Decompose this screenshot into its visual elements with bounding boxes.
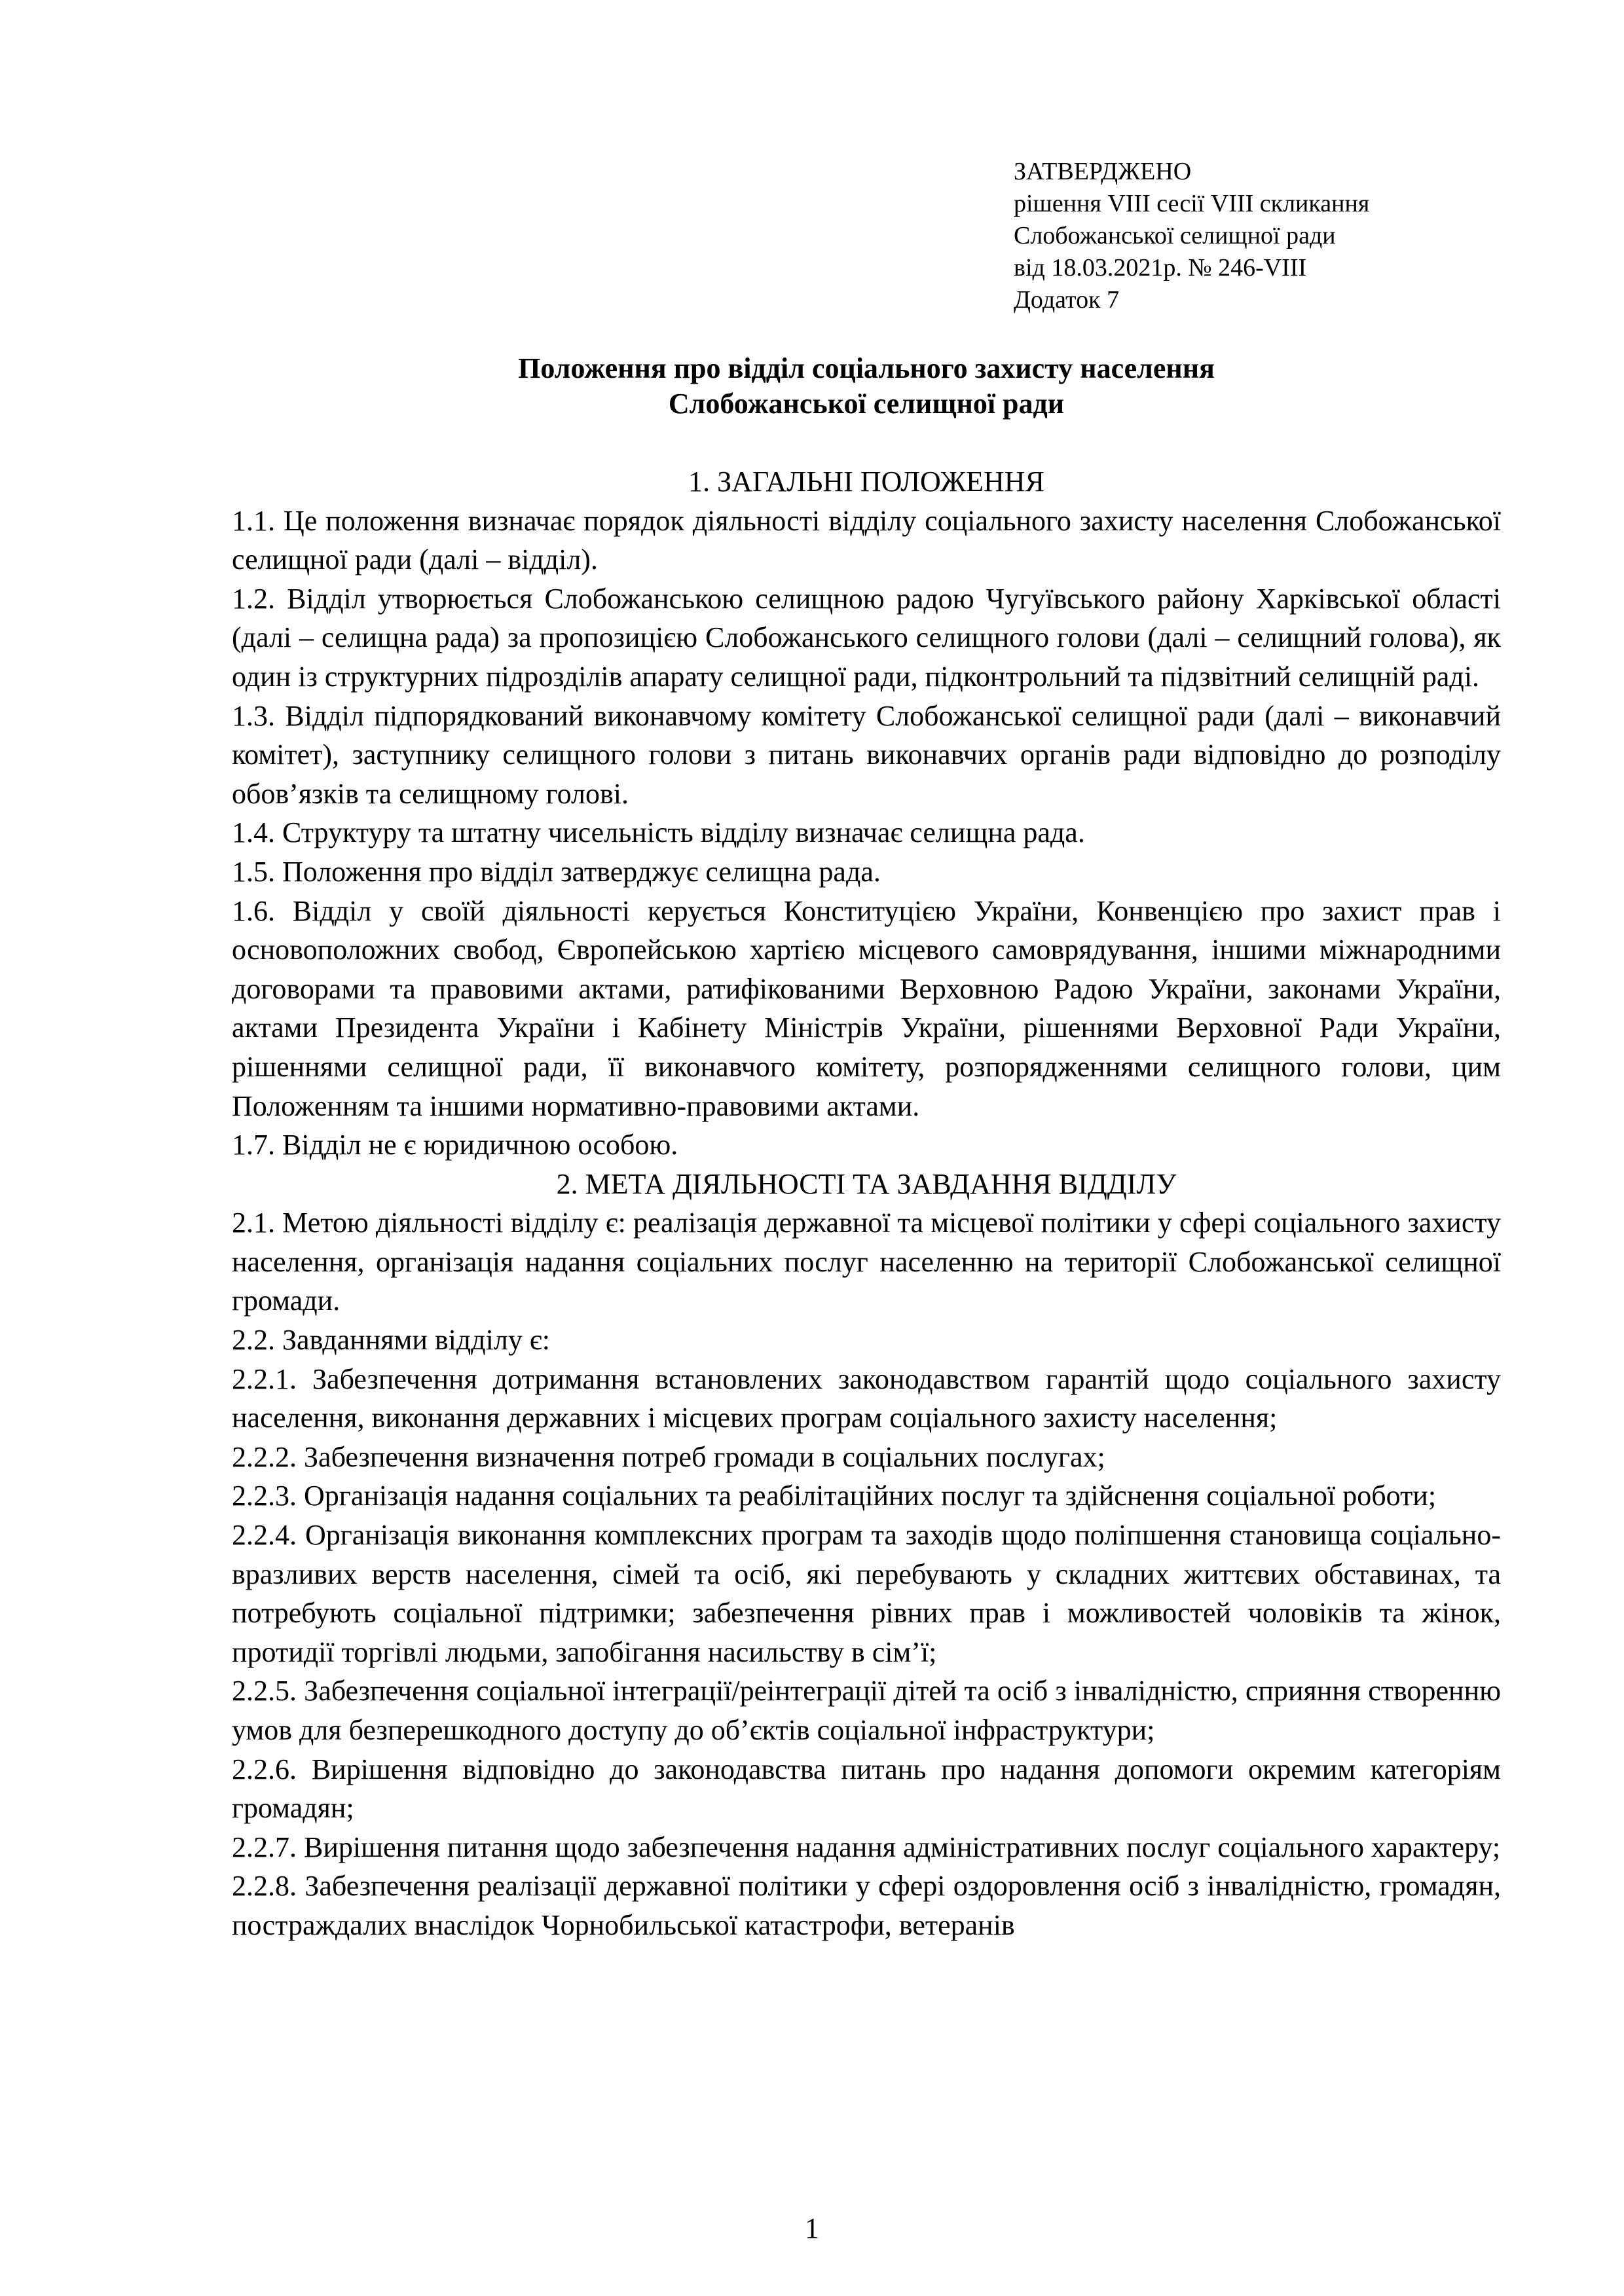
approval-stamp-block <box>1014 156 1511 316</box>
paragraph: 1.2. Відділ утворюється Слобожанською селищною радою Чугуївського району Харківської області (далі – селищна рада) за пропозицією Слобожанського селищного голови (далі – селищний голова), як один із структурних підрозділів апарату селищної ради, підконтрольний та підзвітний селищній раді. <box>232 582 1501 693</box>
paragraph: 1.3. Відділ підпорядкований виконавчому комітету Слобожанської селищної ради (далі – виконавчий комітет), заступнику селищного голови з питань виконавчих органів ради відповідно до розподілу обов’язків та селищному голові. <box>232 699 1501 810</box>
paragraph: 2.2. Завданнями відділу є: <box>232 1324 550 1357</box>
document-title <box>232 351 1501 422</box>
approval-line: ЗАТВЕРДЖЕНО <box>1014 158 1192 185</box>
paragraph: 2.2.1. Забезпечення дотримання встановлених законодавством гарантій щодо соціального захисту населення, виконання державних і місцевих програм соціального захисту населення; <box>232 1362 1501 1434</box>
paragraph: 1.1. Це положення визначає порядок діяльності відділу соціального захисту населення Слобожанської селищної ради (далі – відділ). <box>232 504 1501 576</box>
approval-line: Додаток 7 <box>1014 286 1120 314</box>
paragraph: 2.2.6. Вирішення відповідно до законодавства питань про надання допомоги окремим категоріям громадян; <box>232 1753 1501 1825</box>
paragraph: 2.2.4. Організація виконання комплексних програм та заходів щодо поліпшення становища соціально-вразливих верств населення, сімей та осіб, які перебувають у складних життєвих обставинах, та потребують соціальної підтримки; забезпечення рівних прав і можливостей чоловіків та жінок, протидії торгівлі людьми, запобігання насильству в сім’ї; <box>232 1519 1501 1668</box>
approval-line: Слобожанської селищної ради <box>1014 222 1336 249</box>
paragraph: 2.1. Метою діяльності відділу є: реалізація державної та місцевої політики у сфері соціального захисту населення, організація надання соціальних послуг населенню на території Слобожанської селищної громади. <box>232 1207 1501 1317</box>
paragraph: 2.2.5. Забезпечення соціальної інтеграції/реінтеграції дітей та осіб з інвалідністю, сприяння створенню умов для безперешкодного доступу до об’єктів соціальної інфраструктури; <box>232 1675 1501 1746</box>
paragraph: 1.5. Положення про відділ затверджує селищна рада. <box>232 855 881 888</box>
section-heading: 2. МЕТА ДІЯЛЬНОСТІ ТА ЗАВДАННЯ ВІДДІЛУ <box>556 1167 1177 1200</box>
paragraph: 2.2.2. Забезпечення визначення потреб громади в соціальних послугах; <box>232 1440 1105 1473</box>
document-title-line: Положення про відділ соціального захисту населення <box>518 352 1215 384</box>
paragraph: 2.2.3. Організація надання соціальних та реабілітаційних послуг та здійснення соціальної роботи; <box>232 1480 1437 1512</box>
section-heading: 1. ЗАГАЛЬНІ ПОЛОЖЕННЯ <box>688 465 1044 498</box>
paragraph: 2.2.8. Забезпечення реалізації державної політики у сфері оздоровлення осіб з інвалідністю, громадян, постраждалих внаслідок Чорнобильської катастрофи, ветеранів <box>232 1870 1501 1941</box>
paragraph: 1.7. Відділ не є юридичною особою. <box>232 1129 678 1161</box>
document-body <box>232 462 1501 1945</box>
paragraph: 1.4. Структуру та штатну чисельність відділу визначає селищна рада. <box>232 816 1085 849</box>
approval-line: від 18.03.2021р. № 246-VIII <box>1014 254 1307 282</box>
page-number: 1 <box>805 2212 819 2244</box>
paragraph: 1.6. Відділ у своїй діяльності керується Конституцією України, Конвенцією про захист прав і основоположних свобод, Європейською хартією місцевого самоврядування, іншими міжнародними договорами та правовими актами, ратифікованими Верховною Радою України, законами України, актами Президента України і Кабінету Міністрів України, рішеннями Верховної Ради України, рішеннями селищної ради, її виконавчого комітету, розпорядженнями селищного голови, цим Положенням та іншими нормативно-правовими актами. <box>232 894 1501 1122</box>
document-title-line: Слобожанської селищної ради <box>668 388 1065 420</box>
paragraph: 2.2.7. Вирішення питання щодо забезпечення надання адміністративних послуг соціального характеру; <box>232 1831 1501 1863</box>
approval-line: рішення VIII сесії VIII скликання <box>1014 190 1370 217</box>
